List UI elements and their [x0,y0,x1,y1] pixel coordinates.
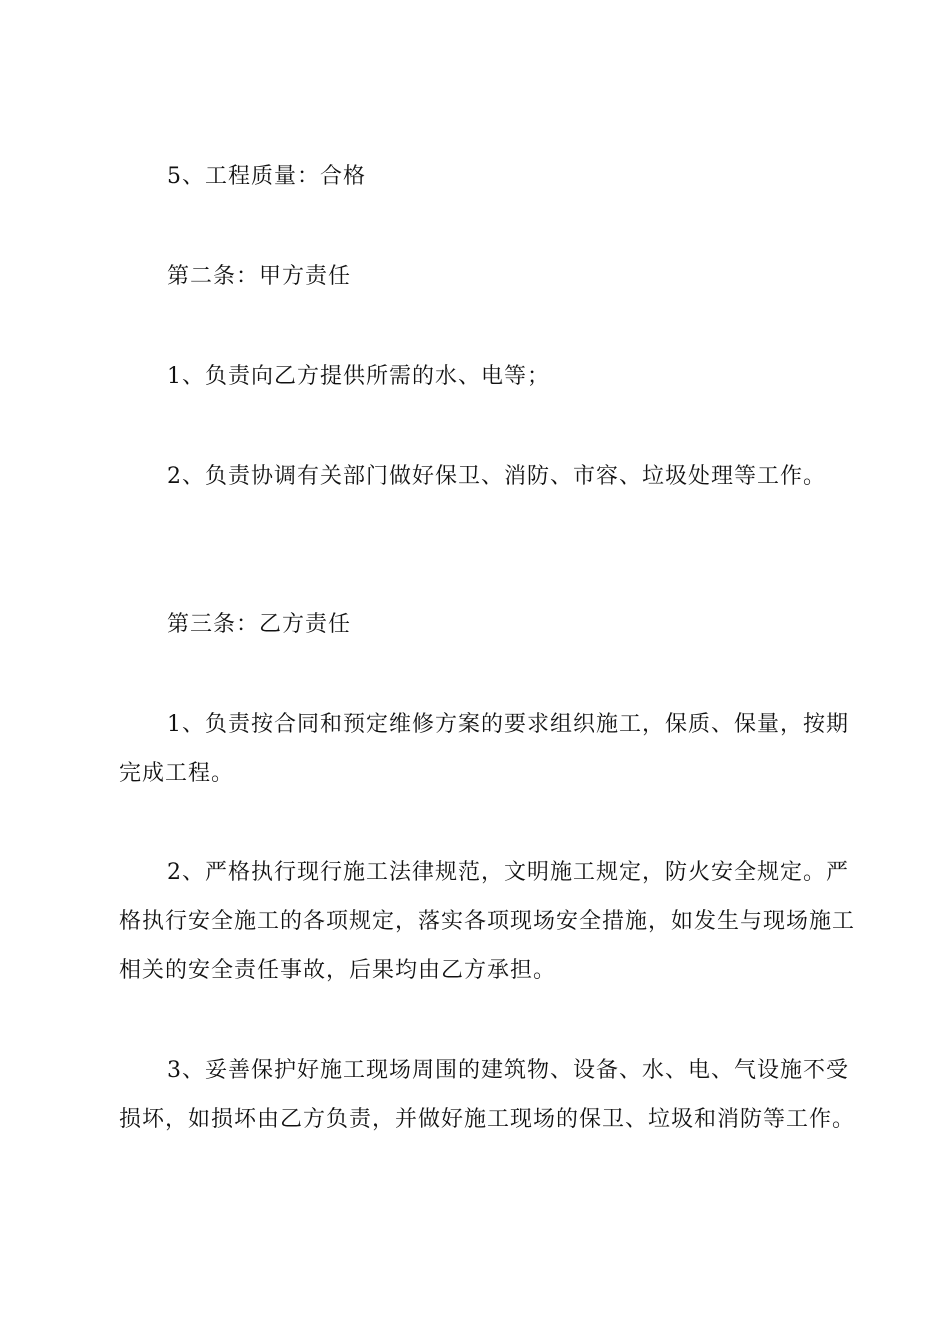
clause-item-quality: 5、工程质量：合格 [167,164,366,189]
clause-item-b1: 1、负责按合同和预定维修方案的要求组织施工，保质、保量，按期完成工程。 [119,712,849,786]
clause-item-b3: 3、妥善保护好施工现场周围的建筑物、设备、水、电、气设施不受损坏，如损坏由乙方负责，并做好施工现场的保卫、垃圾和消防等工作。 [119,1058,856,1132]
section-heading-party-b: 第三条：乙方责任 [167,612,352,637]
clause-item-a1: 1、负责向乙方提供所需的水、电等； [167,364,550,389]
section-heading-party-a: 第二条：甲方责任 [167,264,352,289]
clause-item-a2: 2、负责协调有关部门做好保卫、消防、市容、垃圾处理等工作。 [167,464,826,489]
clause-item-b2: 2、严格执行现行施工法律规范，文明施工规定，防火安全规定。严格执行安全施工的各项规定，落实各项现场安全措施，如发生与现场施工相关的安全责任事故，后果均由乙方承担。 [119,860,856,983]
